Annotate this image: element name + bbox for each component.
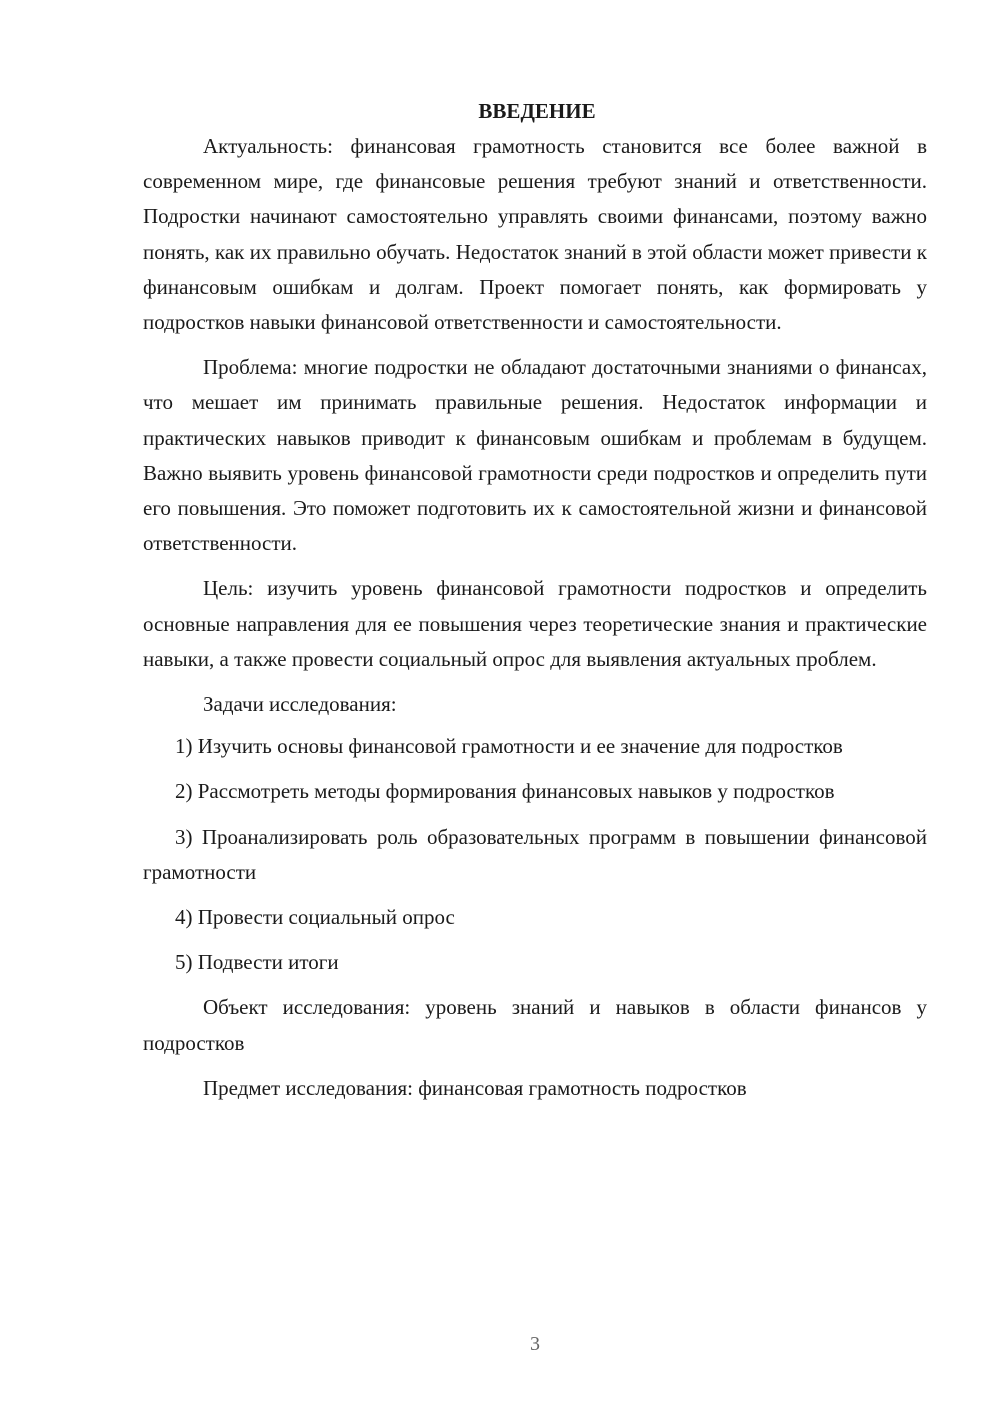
paragraph-object: Объект исследования: уровень знаний и навыков в области финансов у подростков bbox=[143, 995, 927, 1055]
tasks-heading: Задачи исследования: bbox=[203, 692, 397, 717]
page-number: 3 bbox=[530, 1333, 540, 1355]
task-item: 1) Изучить основы финансовой грамотности и ее значение для подростков bbox=[175, 734, 843, 759]
document-page bbox=[143, 94, 927, 1116]
task-item: 3) Проанализировать роль образовательных программ в повышении финансовой грамотности bbox=[143, 824, 927, 884]
section-heading: ВВЕДЕНИЕ bbox=[478, 99, 596, 123]
paragraph-goal: Цель: изучить уровень финансовой грамотности подростков и определить основные направления для ее повышения через теоретические знания и практические навыки, а также провести социальный опрос для выявления актуальных проблем. bbox=[143, 576, 927, 671]
task-item: 2) Рассмотреть методы формирования финансовых навыков у подростков bbox=[175, 779, 835, 804]
paragraph-relevance: Актуальность: финансовая грамотность становится все более важной в современном мире, где финансовые решения требуют знаний и ответственности. Подростки начинают самостоятельно управлять своими финансами, поэтому важно понять, как их правильно обучать. Недостаток знаний в этой области может привести к финансовым ошибкам и долгам. Проект помогает понять, как формировать у подростков навыки финансовой ответственности и самостоятельности. bbox=[143, 134, 927, 335]
paragraph-subject: Предмет исследования: финансовая грамотность подростков bbox=[203, 1075, 747, 1100]
tasks-list bbox=[143, 729, 927, 980]
task-item: 4) Провести социальный опрос bbox=[175, 905, 455, 930]
paragraph-problem: Проблема: многие подростки не обладают достаточными знаниями о финансах, что мешает им принимать правильные решения. Недостаток информации и практических навыков приводит к финансовым ошибкам и проблемам в будущем. Важно выявить уровень финансовой грамотности среди подростков и определить пути его повышения. Это поможет подготовить их к самостоятельной жизни и финансовой ответственности. bbox=[143, 355, 927, 556]
task-item: 5) Подвести итоги bbox=[175, 950, 339, 975]
